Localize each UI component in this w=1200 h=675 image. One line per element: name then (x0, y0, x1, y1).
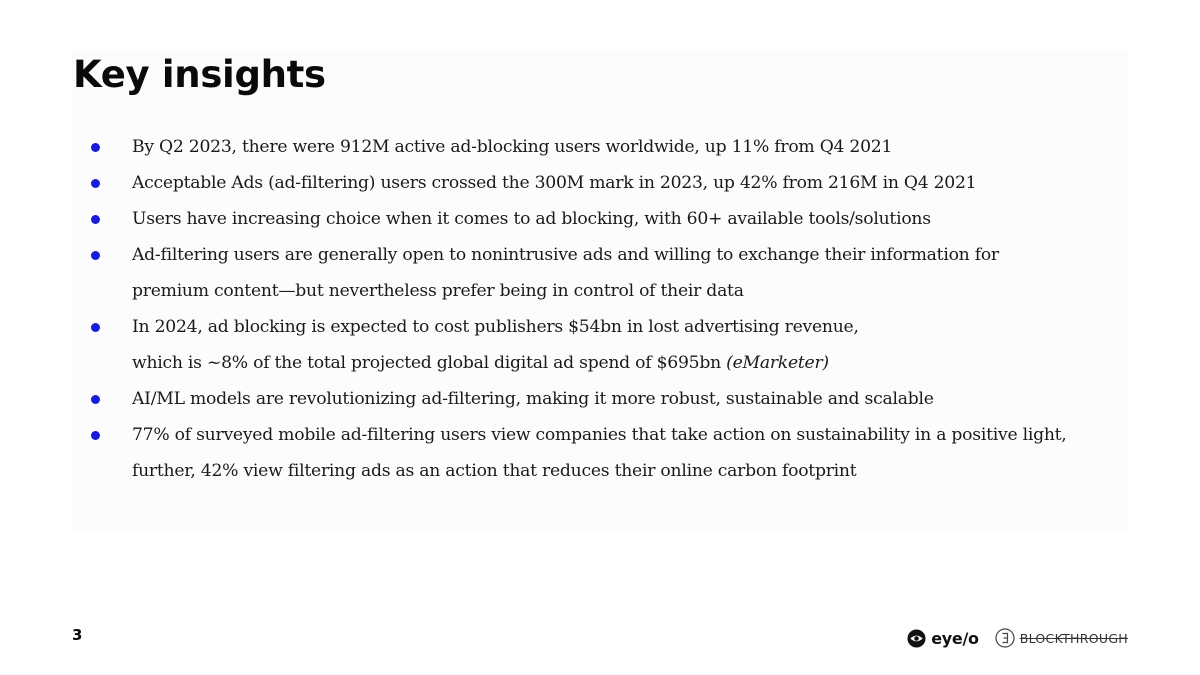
bullet-text: Users have increasing choice when it comes to ad blocking, with 60+ available tools/solutions (132, 209, 931, 229)
bullet-text: In 2024, ad blocking is expected to cost publishers $54bn in lost advertising revenue, (132, 317, 859, 337)
page-title: Key insights (73, 53, 326, 96)
bullet-text-continued (132, 345, 1120, 381)
list-item (90, 237, 1120, 309)
bullet-text-continued: premium content—but nevertheless prefer being in control of their data (132, 281, 744, 301)
bullet-text: AI/ML models are revolutionizing ad-filtering, making it more robust, sustainable and scalable (132, 389, 934, 409)
eyeo-logo-text: eye/o (931, 628, 979, 648)
list-item (90, 309, 1120, 381)
eye-icon (907, 629, 926, 648)
bullet-text-continued: further, 42% view filtering ads as an action that reduces their online carbon footprint (132, 461, 857, 481)
blockthrough-logo (995, 628, 1128, 648)
bullet-text-fragment: which is ~8% of the total projected global digital ad spend of $695bn (132, 353, 721, 373)
bullet-icon (91, 179, 100, 188)
list-item (90, 201, 1120, 237)
insights-list (90, 129, 1120, 489)
bullet-icon (91, 395, 100, 404)
blockthrough-mark-icon (995, 628, 1015, 648)
bullet-icon (91, 143, 100, 152)
page-number: 3 (72, 626, 83, 644)
list-item (90, 129, 1120, 165)
list-item (90, 165, 1120, 201)
citation: (eMarketer) (726, 353, 829, 373)
bullet-icon (91, 251, 100, 260)
blockthrough-logo-text: BLOCKTHROUGH (1019, 630, 1128, 646)
bullet-text: Acceptable Ads (ad-filtering) users crossed the 300M mark in 2023, up 42% from 216M in Q4 2021 (132, 173, 977, 193)
eyeo-logo (907, 629, 978, 648)
bullet-icon (91, 215, 100, 224)
bullet-icon (91, 323, 100, 332)
list-item (90, 381, 1120, 417)
bullet-text: Ad-filtering users are generally open to nonintrusive ads and willing to exchange their information for (132, 245, 999, 265)
bullet-text: By Q2 2023, there were 912M active ad-blocking users worldwide, up 11% from Q4 2021 (132, 137, 893, 157)
bullet-icon (91, 431, 100, 440)
list-item (90, 417, 1120, 489)
footer-logos (907, 626, 1128, 650)
bullet-text: 77% of surveyed mobile ad-filtering users view companies that take action on sustainability in a positive light, (132, 425, 1067, 445)
